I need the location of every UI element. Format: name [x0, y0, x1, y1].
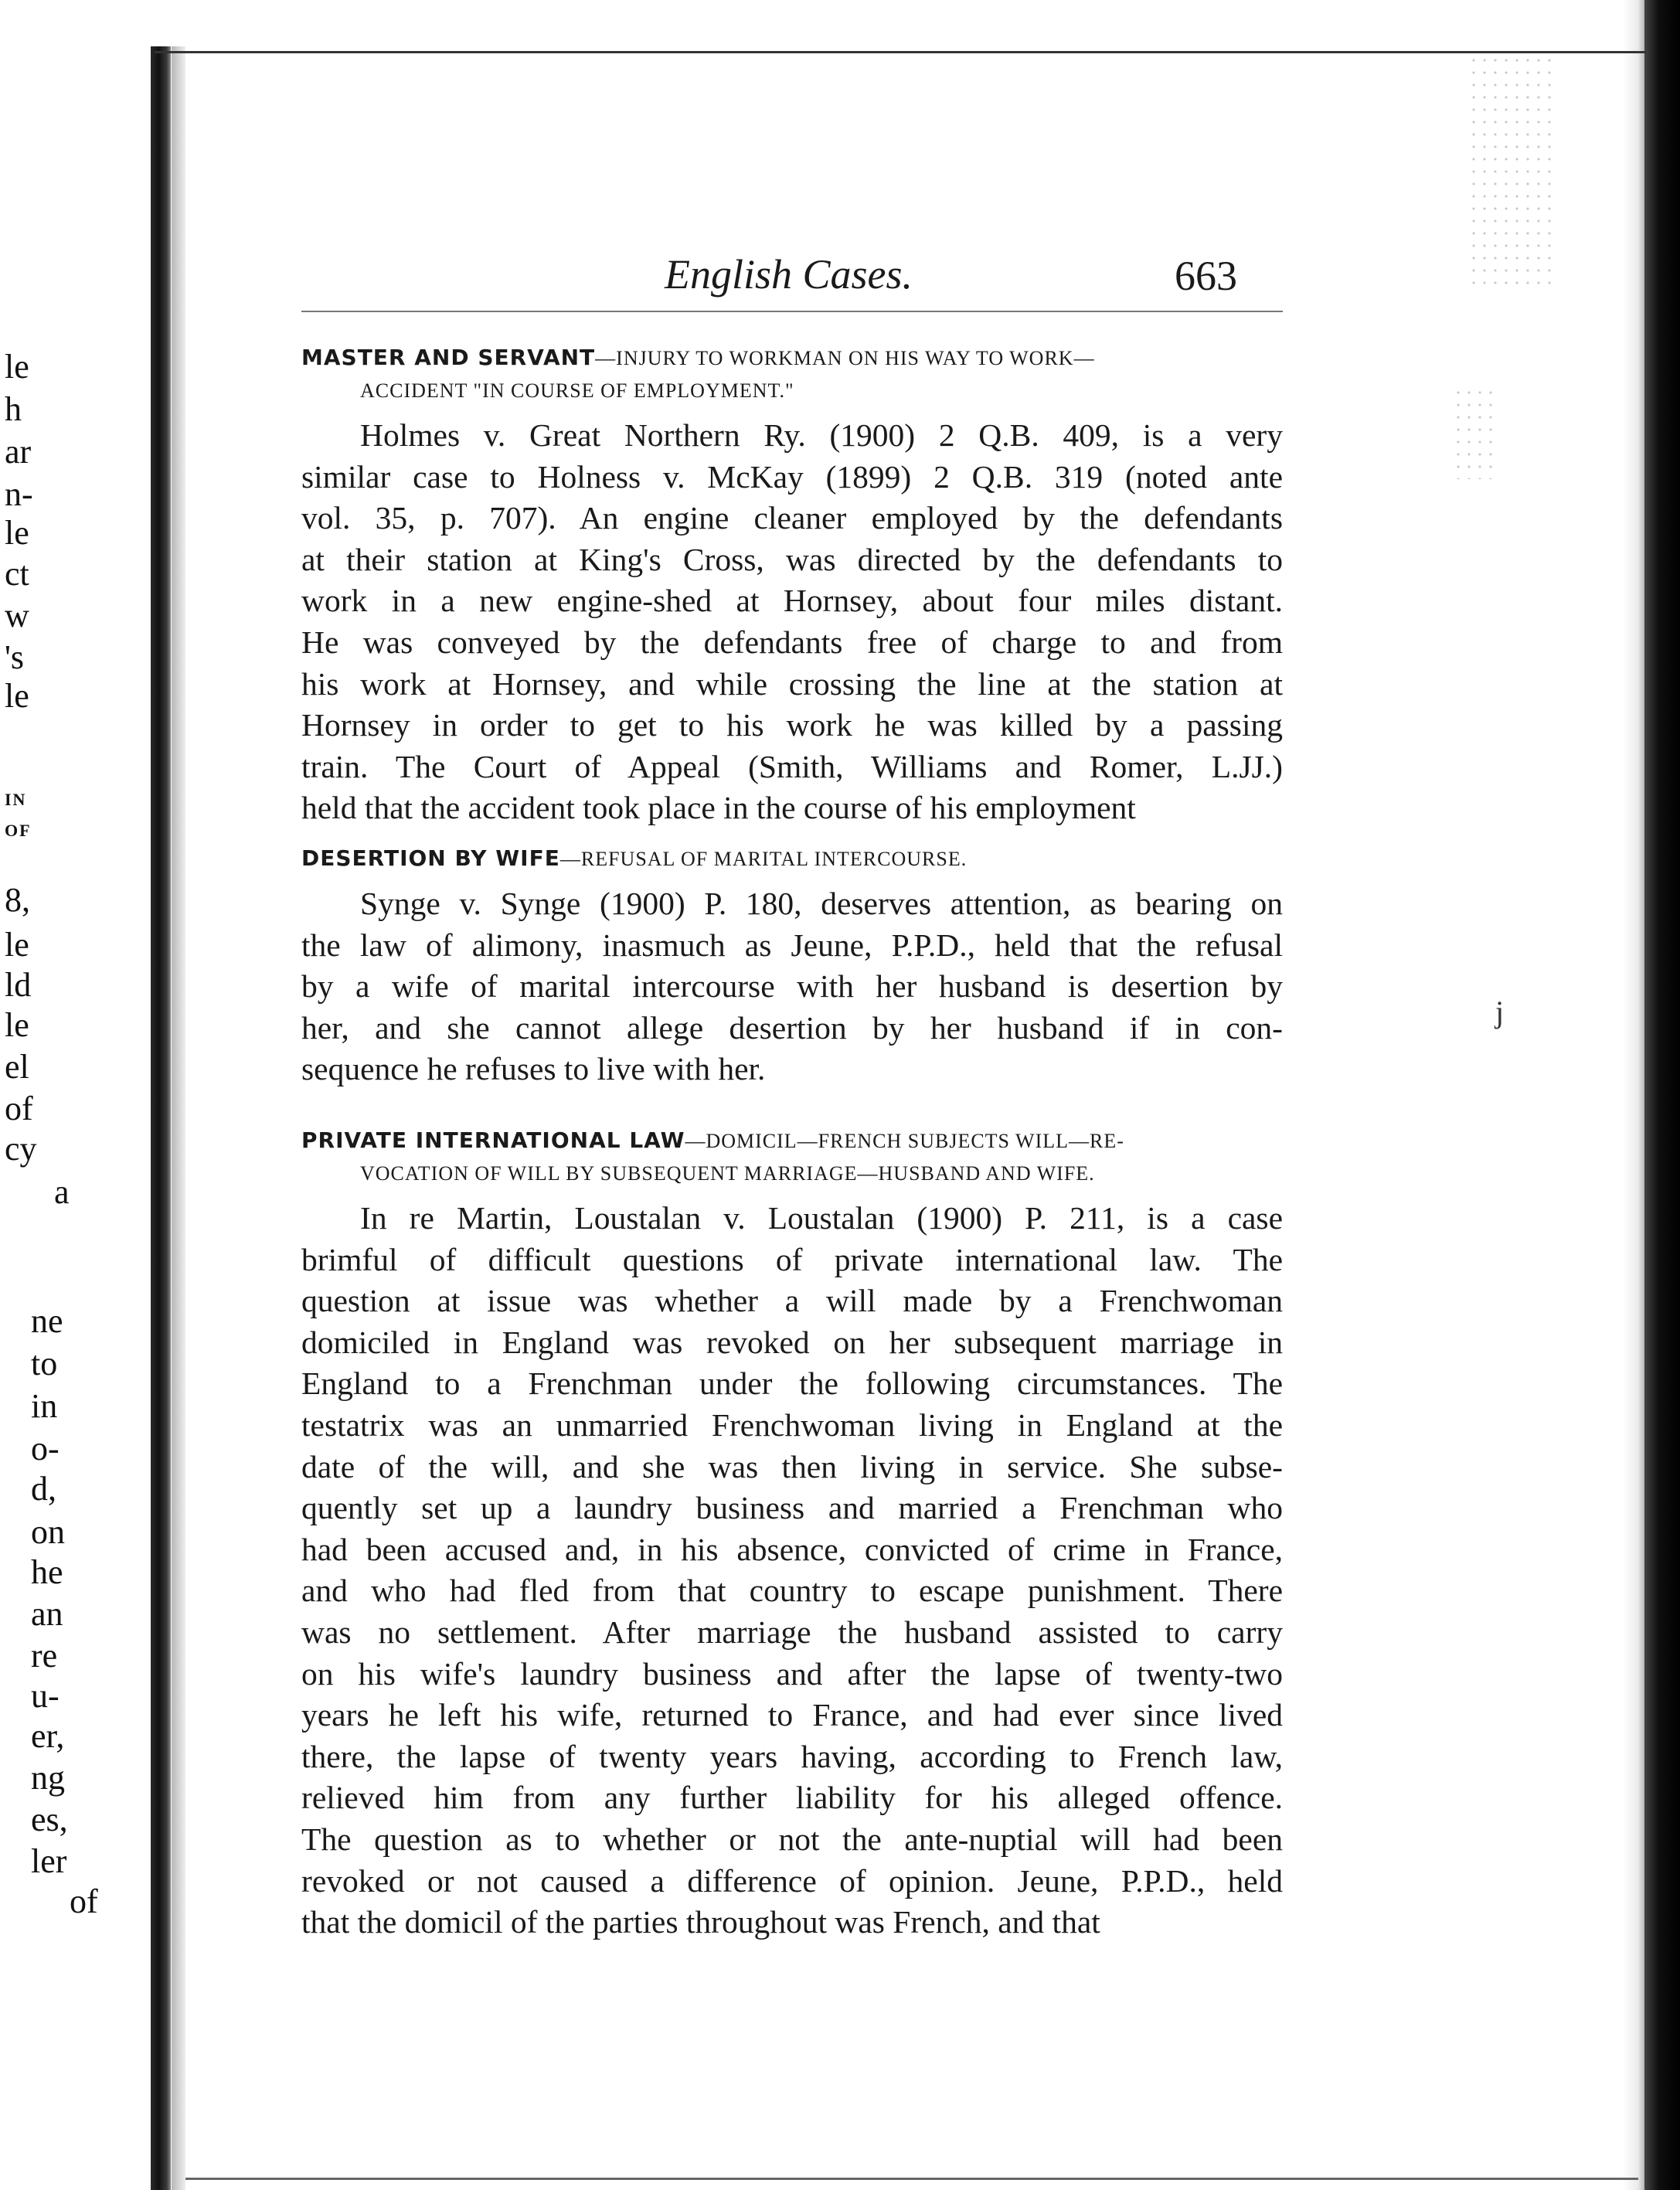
heading-main: MASTER AND SERVANT [301, 345, 596, 370]
margin-fragment: o- [31, 1430, 60, 1467]
case-paragraph [301, 1198, 1283, 1943]
margin-fragment: of [70, 1882, 98, 1920]
margin-fragment: on [31, 1513, 65, 1551]
margin-fragment: er, [31, 1717, 65, 1755]
binding-shadow-right [1644, 0, 1680, 2190]
margin-fragment: an [31, 1595, 63, 1633]
binding-shadow-left [151, 46, 171, 2190]
text-line: held that the accident took place in the course of his employment [301, 790, 1136, 826]
heading-rest: —REFUSAL OF MARITAL INTERCOURSE. [559, 848, 968, 870]
margin-fragment: OF [5, 821, 32, 840]
scan-noise [1468, 54, 1553, 286]
running-title: English Cases. [665, 251, 913, 298]
heading-sub: ACCIDENT "IN COURSE OF EMPLOYMENT." [360, 379, 794, 402]
text-line: the law of alimony, inasmuch as Jeune, P.P.D., held that the refusal [301, 927, 1283, 963]
margin-fragment: he [31, 1553, 63, 1591]
heading-rest: —DOMICIL—FRENCH SUBJECTS WILL—RE- [685, 1130, 1124, 1152]
margin-fragment: 's [5, 638, 25, 676]
text-line: that the domicil of the parties throughout was French, and that [301, 1904, 1100, 1940]
heading-main: DESERTION BY WIFE [301, 845, 560, 871]
margin-fragment: in [31, 1387, 58, 1425]
section-heading [301, 1124, 1283, 1190]
binding-gradient-left [172, 46, 185, 2190]
scan-noise [1453, 386, 1499, 479]
header-rule [301, 311, 1283, 312]
margin-fragment: to [31, 1345, 58, 1382]
page-edge-right [1623, 0, 1644, 2190]
text-line: her, and she cannot allege desertion by her husband if in con- [301, 1009, 1283, 1046]
margin-fragment: h [5, 390, 22, 428]
case-section-master-and-servant [301, 342, 1283, 829]
margin-fragment: re [31, 1637, 58, 1675]
text-line: at their station at King's Cross, was directed by the defendants to [301, 541, 1283, 577]
text-line: testatrix was an unmarried Frenchwoman living in England at the [301, 1406, 1283, 1443]
case-paragraph [301, 415, 1283, 829]
margin-fragment: le [5, 1006, 29, 1044]
text-line: similar case to Holness v. McKay (1899) 2 Q.B. 319 (noted ante [301, 458, 1283, 495]
text-line: domiciled in England was revoked on her subsequent marriage in [301, 1324, 1283, 1360]
margin-fragment: le [5, 926, 29, 964]
text-line: sequence he refuses to live with her. [301, 1051, 766, 1087]
margin-fragment: ld [5, 966, 32, 1004]
facing-page-margin [0, 0, 147, 2190]
stray-mark: j [1495, 995, 1505, 1029]
case-paragraph [301, 883, 1283, 1090]
case-section-private-international-law [301, 1124, 1283, 1943]
text-line: Holmes v. Great Northern Ry. (1900) 2 Q.B. 409, is a very [360, 417, 1283, 453]
margin-fragment: ct [5, 555, 29, 593]
margin-fragment: el [5, 1048, 29, 1086]
text-line: work in a new engine-shed at Hornsey, about four miles distant. [301, 583, 1283, 619]
text-line: was no settlement. After marriage the husband assisted to carry [301, 1614, 1283, 1650]
margin-fragment: u- [31, 1677, 60, 1715]
text-line: vol. 35, p. 707). An engine cleaner employed by the defendants [301, 500, 1283, 536]
case-section-desertion-by-wife [301, 842, 1283, 1090]
text-line: had been accused and, in his absence, convicted of crime in France, [301, 1531, 1283, 1567]
scan-top-edge [155, 51, 1646, 53]
heading-sub: VOCATION OF WILL BY SUBSEQUENT MARRIAGE—HUSBAND AND WIFE. [360, 1162, 1095, 1185]
margin-fragment: le [5, 348, 29, 386]
margin-fragment: le [5, 514, 29, 552]
margin-fragment: ne [31, 1302, 63, 1340]
margin-fragment: es, [31, 1801, 68, 1838]
text-line: England to a Frenchman under the following circumstances. The [301, 1365, 1283, 1402]
text-line: train. The Court of Appeal (Smith, Williams and Romer, L.JJ.) [301, 748, 1283, 784]
margin-fragment: 8, [5, 881, 30, 919]
margin-fragment: cy [5, 1130, 37, 1168]
text-line: by a wife of marital intercourse with her husband is desertion by [301, 968, 1283, 1005]
text-line: on his wife's laundry business and after the lapse of twenty-two [301, 1655, 1283, 1692]
heading-main: PRIVATE INTERNATIONAL LAW [301, 1127, 685, 1153]
section-heading [301, 842, 1283, 876]
text-line: and who had fled from that country to escape punishment. There [301, 1573, 1283, 1609]
text-line: there, the lapse of twenty years having, according to French law, [301, 1738, 1283, 1774]
margin-fragment: ng [31, 1759, 65, 1797]
text-line: question at issue was whether a will made by a Frenchwoman [301, 1283, 1283, 1319]
margin-fragment: n- [5, 475, 33, 513]
text-line: Synge v. Synge (1900) P. 180, deserves attention, as bearing on [360, 886, 1283, 921]
text-line: He was conveyed by the defendants free of charge to and from [301, 624, 1283, 660]
text-line: revoked or not caused a difference of opinion. Jeune, P.P.D., held [301, 1862, 1283, 1899]
heading-rest: —INJURY TO WORKMAN ON HIS WAY TO WORK— [595, 347, 1095, 369]
margin-fragment: ler [31, 1842, 67, 1880]
margin-fragment: w [5, 597, 29, 634]
page-number: 663 [1175, 253, 1237, 299]
text-line: The question as to whether or not the ante-nuptial will had been [301, 1821, 1283, 1857]
text-line: brimful of difficult questions of private international law. The [301, 1241, 1283, 1277]
margin-fragment: ar [5, 433, 32, 471]
text-line: years he left his wife, returned to France, and had ever since lived [301, 1697, 1283, 1733]
scan-bottom-edge [185, 2178, 1638, 2180]
section-heading [301, 342, 1283, 407]
text-line: In re Martin, Loustalan v. Loustalan (1900) P. 211, is a case [360, 1200, 1283, 1236]
margin-fragment: a [54, 1173, 70, 1211]
margin-fragment: d, [31, 1470, 56, 1508]
text-line: quently set up a laundry business and married a Frenchman who [301, 1490, 1283, 1526]
text-line: Hornsey in order to get to his work he was killed by a passing [301, 707, 1283, 743]
margin-fragment: le [5, 677, 29, 715]
text-line: his work at Hornsey, and while crossing the line at the station at [301, 665, 1283, 702]
margin-fragment: IN [5, 790, 27, 809]
text-line: date of the will, and she was then living in service. She subse- [301, 1448, 1283, 1484]
margin-fragment: of [5, 1090, 33, 1127]
text-line: relieved him from any further liability for his alleged offence. [301, 1780, 1283, 1816]
page-header [301, 247, 1283, 317]
